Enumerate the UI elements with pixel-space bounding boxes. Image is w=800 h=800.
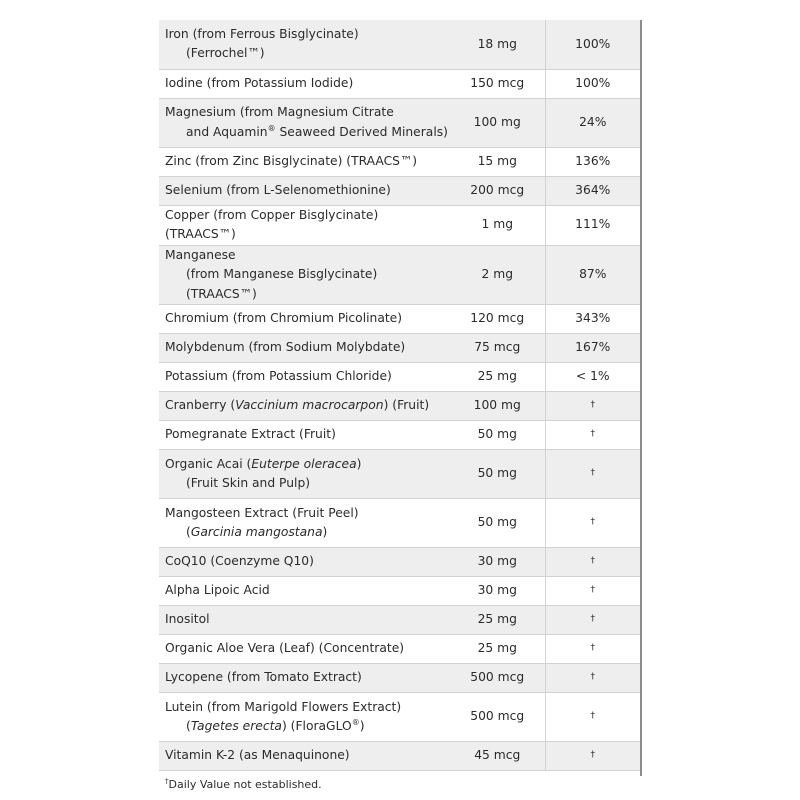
table-row [159, 205, 640, 245]
table-row [159, 363, 640, 392]
nutrient-name: Copper (from Copper Bisglycinate) (TRAACS™) [159, 205, 450, 245]
amount-per-serving: 2 mg [450, 245, 545, 305]
footnote-row [159, 771, 640, 799]
nutrient-name: Pomegranate Extract (Fruit) [159, 421, 450, 450]
table-row [159, 450, 640, 499]
amount-per-serving: 30 mg [450, 548, 545, 577]
amount-per-serving: 25 mg [450, 635, 545, 664]
daily-value: † [545, 693, 640, 742]
table-row [159, 392, 640, 421]
amount-per-serving: 15 mg [450, 147, 545, 176]
table-row [159, 20, 640, 69]
daily-value: † [545, 392, 640, 421]
table-row [159, 176, 640, 205]
amount-per-serving: 18 mg [450, 20, 545, 69]
amount-per-serving: 50 mg [450, 499, 545, 548]
nutrient-name: Mangosteen Extract (Fruit Peel) (Garcinia mangostana) [159, 499, 450, 548]
daily-value: † [545, 577, 640, 606]
nutrient-name: Organic Acai (Euterpe oleracea) (Fruit Skin and Pulp) [159, 450, 450, 499]
nutrient-name: Potassium (from Potassium Chloride) [159, 363, 450, 392]
daily-value: 100% [545, 20, 640, 69]
table-row [159, 742, 640, 771]
nutrient-name: Selenium (from L-Selenomethionine) [159, 176, 450, 205]
nutrient-name: Iron (from Ferrous Bisglycinate) (Ferrochel™) [159, 20, 450, 69]
nutrient-name: CoQ10 (Coenzyme Q10) [159, 548, 450, 577]
nutrient-name: Cranberry (Vaccinium macrocarpon) (Fruit) [159, 392, 450, 421]
nutrient-name: Chromium (from Chromium Picolinate) [159, 305, 450, 334]
amount-per-serving: 100 mg [450, 392, 545, 421]
nutrient-name: Zinc (from Zinc Bisglycinate) (TRAACS™) [159, 147, 450, 176]
amount-per-serving: 500 mcg [450, 664, 545, 693]
daily-value: † [545, 635, 640, 664]
nutrient-name: Inositol [159, 606, 450, 635]
table-row [159, 69, 640, 98]
dagger-mark: † [165, 777, 169, 786]
daily-value: † [545, 664, 640, 693]
nutrient-name: Magnesium (from Magnesium Citrate and Aquamin® Seaweed Derived Minerals) [159, 98, 450, 147]
nutrient-name: Vitamin K-2 (as Menaquinone) [159, 742, 450, 771]
daily-value: < 1% [545, 363, 640, 392]
nutrient-name: Molybdenum (from Sodium Molybdate) [159, 334, 450, 363]
nutrient-table [159, 20, 640, 798]
table-row [159, 421, 640, 450]
amount-per-serving: 200 mcg [450, 176, 545, 205]
table-row [159, 147, 640, 176]
table-row [159, 548, 640, 577]
nutrient-name: Organic Aloe Vera (Leaf) (Concentrate) [159, 635, 450, 664]
table-row [159, 606, 640, 635]
daily-value: † [545, 499, 640, 548]
supplement-facts-panel [159, 20, 642, 791]
amount-per-serving: 50 mg [450, 450, 545, 499]
amount-per-serving: 25 mg [450, 606, 545, 635]
amount-per-serving: 30 mg [450, 577, 545, 606]
nutrient-name: Alpha Lipoic Acid [159, 577, 450, 606]
nutrient-name: Lutein (from Marigold Flowers Extract) (Tagetes erecta) (FloraGLO®) [159, 693, 450, 742]
daily-value: 100% [545, 69, 640, 98]
daily-value: † [545, 742, 640, 771]
amount-per-serving: 100 mg [450, 98, 545, 147]
daily-value: † [545, 606, 640, 635]
nutrient-name: Lycopene (from Tomato Extract) [159, 664, 450, 693]
amount-per-serving: 45 mcg [450, 742, 545, 771]
table-row [159, 693, 640, 742]
daily-value: 136% [545, 147, 640, 176]
table-row [159, 334, 640, 363]
daily-value: † [545, 548, 640, 577]
daily-value: 364% [545, 176, 640, 205]
registered-mark: ® [351, 717, 360, 727]
table-row [159, 245, 640, 305]
table-row [159, 635, 640, 664]
amount-per-serving: 1 mg [450, 205, 545, 245]
amount-per-serving: 500 mcg [450, 693, 545, 742]
nutrient-name: Manganese (from Manganese Bisglycinate) (TRAACS™) [159, 245, 450, 305]
footnote: †Daily Value not established. [159, 771, 640, 799]
daily-value: 24% [545, 98, 640, 147]
table-row [159, 305, 640, 334]
amount-per-serving: 120 mcg [450, 305, 545, 334]
amount-per-serving: 25 mg [450, 363, 545, 392]
daily-value: 167% [545, 334, 640, 363]
daily-value: 87% [545, 245, 640, 305]
registered-mark: ® [267, 123, 276, 133]
table-row [159, 499, 640, 548]
amount-per-serving: 75 mcg [450, 334, 545, 363]
daily-value: † [545, 421, 640, 450]
daily-value: 111% [545, 205, 640, 245]
table-row [159, 664, 640, 693]
table-row [159, 577, 640, 606]
nutrient-name: Iodine (from Potassium Iodide) [159, 69, 450, 98]
amount-per-serving: 50 mg [450, 421, 545, 450]
daily-value: 343% [545, 305, 640, 334]
amount-per-serving: 150 mcg [450, 69, 545, 98]
daily-value: † [545, 450, 640, 499]
table-row [159, 98, 640, 147]
